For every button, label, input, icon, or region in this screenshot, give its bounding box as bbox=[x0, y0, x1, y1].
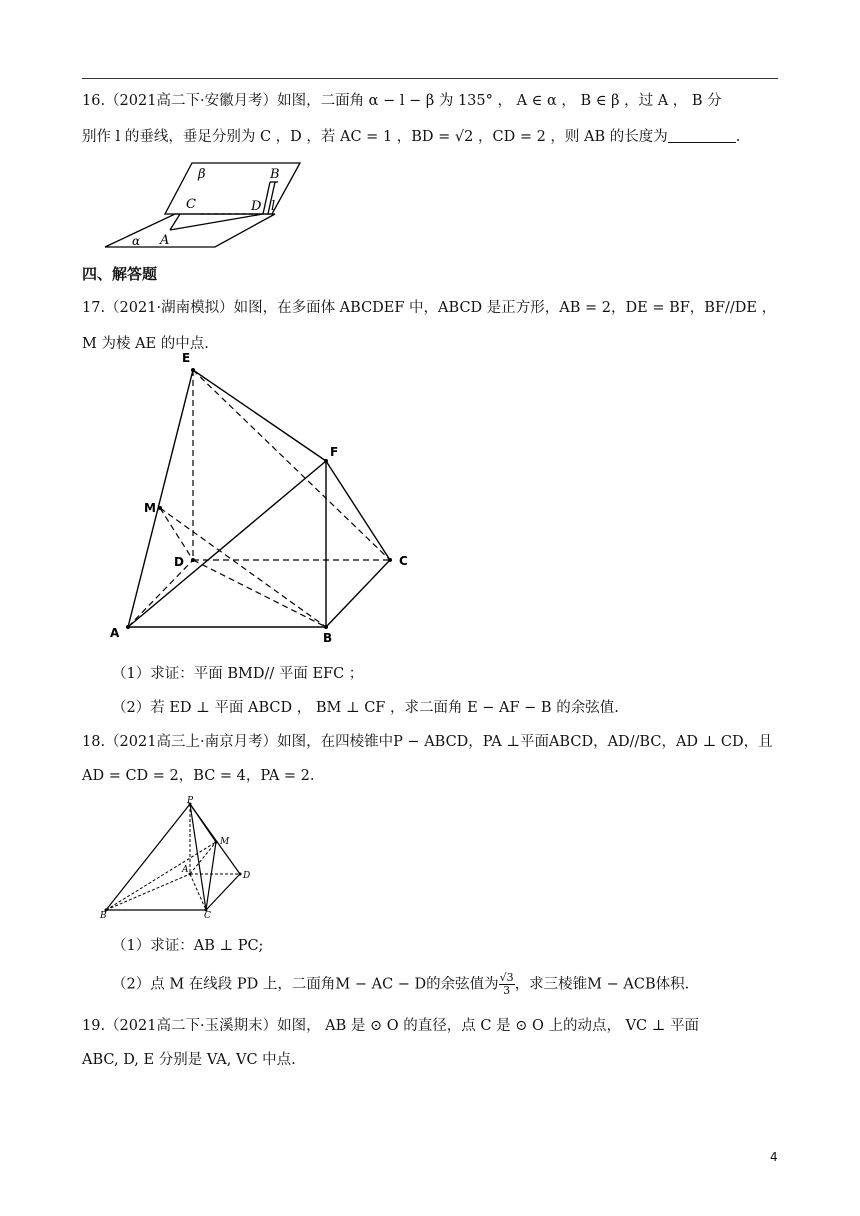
label-A: A bbox=[110, 626, 120, 640]
q17-part1: （1）求证：平面 BMD// 平面 EFC ； bbox=[112, 666, 364, 682]
label-alpha: α bbox=[132, 234, 141, 248]
q18-part2 bbox=[112, 972, 812, 997]
q17-part2: （2）若 ED ⊥ 平面 ABCD ， BM ⊥ CF ，求二面角 E − AF − B 的余弦值. bbox=[112, 700, 619, 716]
fraction-denominator: 3 bbox=[503, 984, 511, 997]
q16-line2-text: 别作 l 的垂线，垂足分别为 C ，D ，若 AC = 1 ，BD = √2 ，CD = 2 ，则 AB 的长度为 bbox=[82, 129, 668, 145]
label-D: D bbox=[174, 555, 184, 569]
q18-part2-pre: （2）点 M 在线段 PD 上，二面角M − AC − D的余弦值为 bbox=[112, 976, 499, 993]
q18-part2-post: ，求三棱锥M − ACB体积. bbox=[514, 976, 690, 993]
label-B: B bbox=[270, 167, 280, 182]
label-A: A bbox=[160, 233, 170, 248]
label-beta: β bbox=[198, 167, 206, 182]
q16-line2 bbox=[82, 127, 782, 147]
q17-line1: 17.（2021·湖南模拟）如图，在多面体 ABCDEF 中，ABCD 是正方形，AB = 2，DE = BF，BF//DE ， bbox=[82, 300, 777, 316]
q16-line2-end: . bbox=[735, 129, 741, 145]
q18-pyramid-figure bbox=[100, 798, 260, 920]
label-M: M bbox=[220, 837, 230, 847]
cosine-fraction bbox=[499, 972, 515, 997]
label-P: P bbox=[187, 796, 194, 806]
label-C: C bbox=[186, 197, 196, 212]
label-D: D bbox=[243, 871, 251, 881]
label-C: C bbox=[204, 911, 211, 921]
label-F: F bbox=[330, 445, 339, 459]
page-number: 4 bbox=[770, 1150, 778, 1164]
fraction-numerator: √3 bbox=[499, 971, 514, 984]
q18-line1: 18.（2021高三上·南京月考）如图，在四棱锥中P − ABCD，PA ⊥平面ABCD，AD//BC，AD ⊥ CD，且 bbox=[82, 734, 773, 750]
label-A: A bbox=[182, 865, 189, 875]
q16-line1: 16.（2021高二下·安徽月考）如图，二面角 α − l − β 为 135° ， A ∈ α ， B ∈ β ，过 A ， B 分 bbox=[82, 93, 722, 109]
answer-blank bbox=[668, 128, 736, 143]
label-l: l bbox=[271, 199, 276, 214]
q17-polyhedron-figure bbox=[108, 351, 418, 648]
q18-line2: AD = CD = 2，BC = 4，PA = 2. bbox=[82, 768, 315, 784]
q17-line2: M 为棱 AE 的中点. bbox=[82, 336, 209, 352]
header-rule bbox=[82, 78, 778, 79]
plane-alpha bbox=[105, 214, 275, 247]
label-M: M bbox=[144, 501, 156, 515]
label-B: B bbox=[323, 631, 333, 645]
label-D: D bbox=[251, 199, 262, 214]
q16-dihedral-figure bbox=[100, 158, 300, 250]
q18-part1: （1）求证：AB ⊥ PC; bbox=[112, 938, 264, 954]
label-B: B bbox=[100, 911, 107, 921]
section-heading: 四、解答题 bbox=[82, 265, 158, 283]
label-E: E bbox=[182, 351, 191, 365]
label-C: C bbox=[399, 554, 408, 568]
q19-line1: 19.（2021高二下·玉溪期末）如图， AB 是 ⊙ O 的直径，点 C 是 ⊙ O 上的动点， VC ⊥ 平面 bbox=[82, 1018, 699, 1034]
q19-line2: ABC, D, E 分别是 VA, VC 中点. bbox=[82, 1052, 296, 1068]
